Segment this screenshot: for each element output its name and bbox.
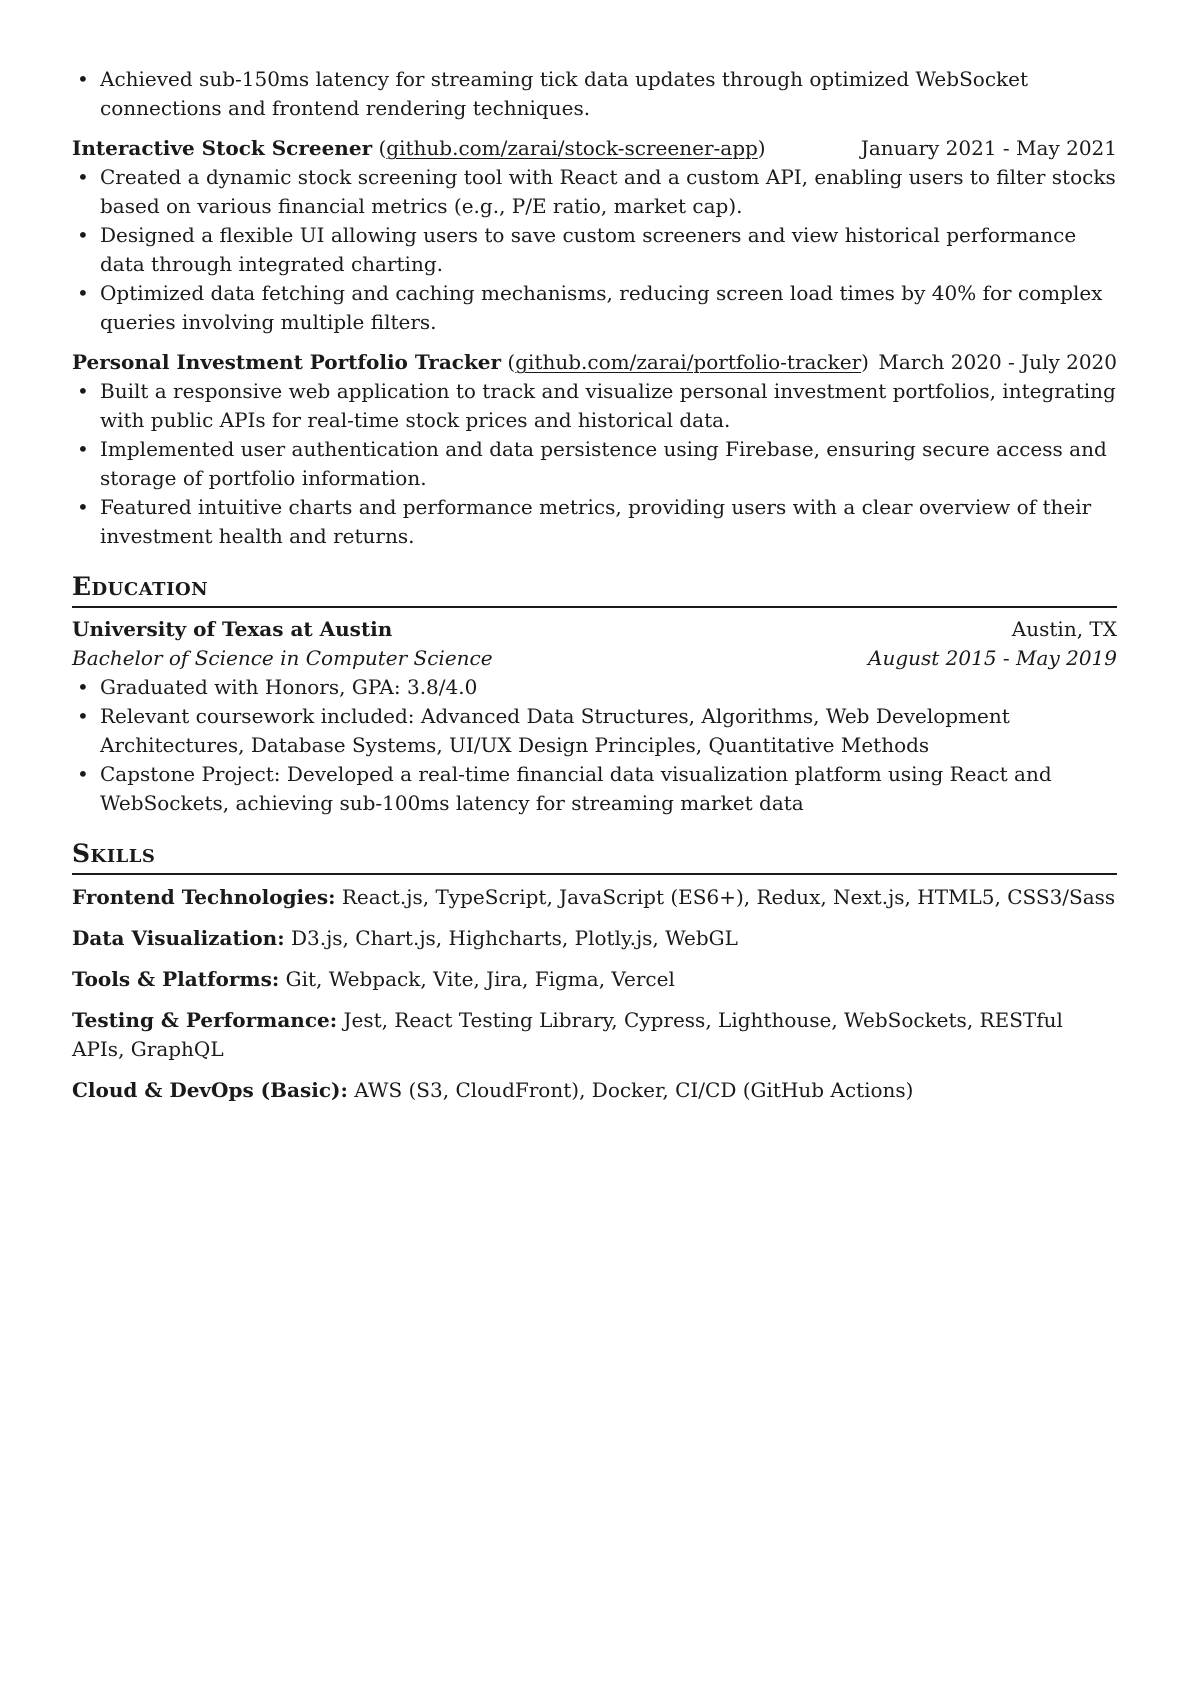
school-location: Austin, TX (1011, 617, 1117, 641)
project-link[interactable]: github.com/zarai/portfolio-tracker (515, 350, 862, 374)
education-dates: August 2015 - May 2019 (868, 646, 1117, 670)
section-heading-skills: Skills (72, 838, 1117, 875)
project-title: Personal Investment Portfolio Tracker (72, 350, 502, 374)
skill-category: Frontend Technologies: (72, 885, 336, 909)
project-title-line: Personal Investment Portfolio Tracker (github.com/zarai/portfolio-tracker) (72, 350, 869, 374)
skill-values: Git, Webpack, Vite, Jira, Figma, Vercel (285, 967, 675, 991)
project-dates: March 2020 - July 2020 (878, 350, 1117, 374)
skill-row (72, 1006, 1117, 1064)
bullet-item: • Graduated with Honors, GPA: 3.8/4.0 (72, 673, 1117, 702)
continued-project-bullets (72, 65, 1117, 123)
project-header (72, 134, 1117, 163)
skill-row (72, 1076, 1117, 1105)
project-entry-portfolio-tracker (72, 348, 1117, 551)
skills-list (72, 883, 1117, 1105)
skill-values: React.js, TypeScript, JavaScript (ES6+), Redux, Next.js, HTML5, CSS3/Sass (341, 885, 1116, 909)
education-header (72, 615, 1117, 644)
education-bullets (72, 673, 1117, 818)
bullet-item: • Implemented user authentication and data persistence using Firebase, ensuring secure access and storage of portfolio information. (72, 435, 1117, 493)
bullet-item: • Designed a flexible UI allowing users to save custom screeners and view historical performance data through integrated charting. (72, 221, 1117, 279)
resume-content (72, 65, 1117, 1105)
skill-values: Jest, React Testing Library, Cypress, Lighthouse, WebSockets, RESTful APIs, GraphQL (72, 1008, 1063, 1061)
project-title: Interactive Stock Screener (72, 136, 373, 160)
skill-category: Cloud & DevOps (Basic): (72, 1078, 348, 1102)
project-link[interactable]: github.com/zarai/stock-screener-app (386, 136, 758, 160)
bullet-item: • Optimized data fetching and caching mechanisms, reducing screen load times by 40% for complex queries involving multiple filters. (72, 279, 1117, 337)
skill-category: Data Visualization: (72, 926, 285, 950)
education-entry (72, 615, 1117, 818)
bullet-item: • Achieved sub-150ms latency for streaming tick data updates through optimized WebSocket connections and frontend rendering techniques. (72, 65, 1117, 123)
skill-category: Testing & Performance: (72, 1008, 338, 1032)
skill-values: D3.js, Chart.js, Highcharts, Plotly.js, WebGL (290, 926, 738, 950)
bullet-item: • Created a dynamic stock screening tool with React and a custom API, enabling users to filter stocks based on various financial metrics (e.g., P/E ratio, market cap). (72, 163, 1117, 221)
bullet-item: • Capstone Project: Developed a real-time financial data visualization platform using React and WebSockets, achieving sub-100ms latency for streaming market data (72, 760, 1117, 818)
project-entry-stock-screener (72, 134, 1117, 337)
education-subheader (72, 644, 1117, 673)
bullet-item: • Relevant coursework included: Advanced Data Structures, Algorithms, Web Development Architectures, Database Systems, UI/UX Design Principles, Quantitative Methods (72, 702, 1117, 760)
skill-row (72, 965, 1117, 994)
bullet-item: • Featured intuitive charts and performance metrics, providing users with a clear overview of their investment health and returns. (72, 493, 1117, 551)
project-title-line: Interactive Stock Screener (github.com/zarai/stock-screener-app) (72, 136, 766, 160)
project-dates: January 2021 - May 2021 (860, 136, 1117, 160)
skill-row (72, 924, 1117, 953)
project-header (72, 348, 1117, 377)
degree-name: Bachelor of Science in Computer Science (72, 646, 493, 670)
skill-category: Tools & Platforms: (72, 967, 280, 991)
skill-values: AWS (S3, CloudFront), Docker, CI/CD (GitHub Actions) (354, 1078, 914, 1102)
project-bullets (72, 163, 1117, 337)
school-name: University of Texas at Austin (72, 617, 393, 641)
section-heading-education: Education (72, 571, 1117, 608)
bullet-item: • Built a responsive web application to track and visualize personal investment portfolios, integrating with public APIs for real-time stock prices and historical data. (72, 377, 1117, 435)
project-bullets (72, 377, 1117, 551)
skill-row (72, 883, 1117, 912)
